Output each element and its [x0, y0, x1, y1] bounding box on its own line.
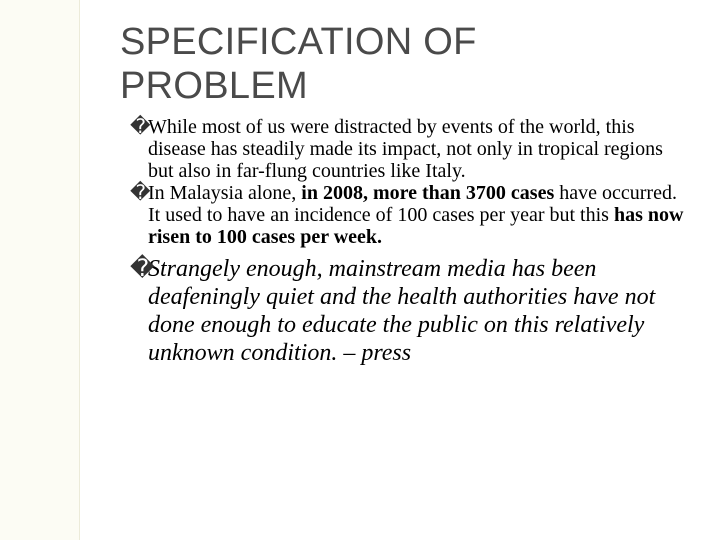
bullet-item-1 — [130, 116, 690, 182]
bullet-marker-icon: � — [130, 182, 151, 204]
slide-title-line-1: SPECIFICATION OF — [120, 21, 477, 63]
bullet-2-text-part-1: In Malaysia alone, — [148, 182, 302, 204]
left-decorative-band — [0, 0, 80, 540]
bullet-2-text-part-3: have occurred. It used to have an incidence of 100 cases per year but this — [148, 182, 677, 226]
bullet-item-2 — [130, 182, 690, 248]
bullet-marker-icon: � — [130, 116, 151, 138]
bullet-list — [130, 116, 690, 367]
slide-title-line-2: PROBLEM — [120, 65, 308, 107]
bullet-2-text-part-4: has now risen to 100 cases per week. — [148, 204, 684, 248]
slide-title — [120, 20, 680, 108]
bullet-item-3 — [130, 255, 690, 367]
bullet-2-text-part-2: in 2008, more than 3700 cases — [301, 182, 555, 204]
bullet-1-text: While most of us were distracted by events of the world, this disease has steadily made its impact, not only in tropical regions but also in far-flung countries like Italy. — [148, 116, 663, 182]
bullet-marker-icon: � — [130, 256, 155, 282]
bullet-3-text: Strangely enough, mainstream media has been deafeningly quiet and the health authorities have not done enough to educate the public on this relatively unknown condition. – press — [148, 256, 656, 366]
